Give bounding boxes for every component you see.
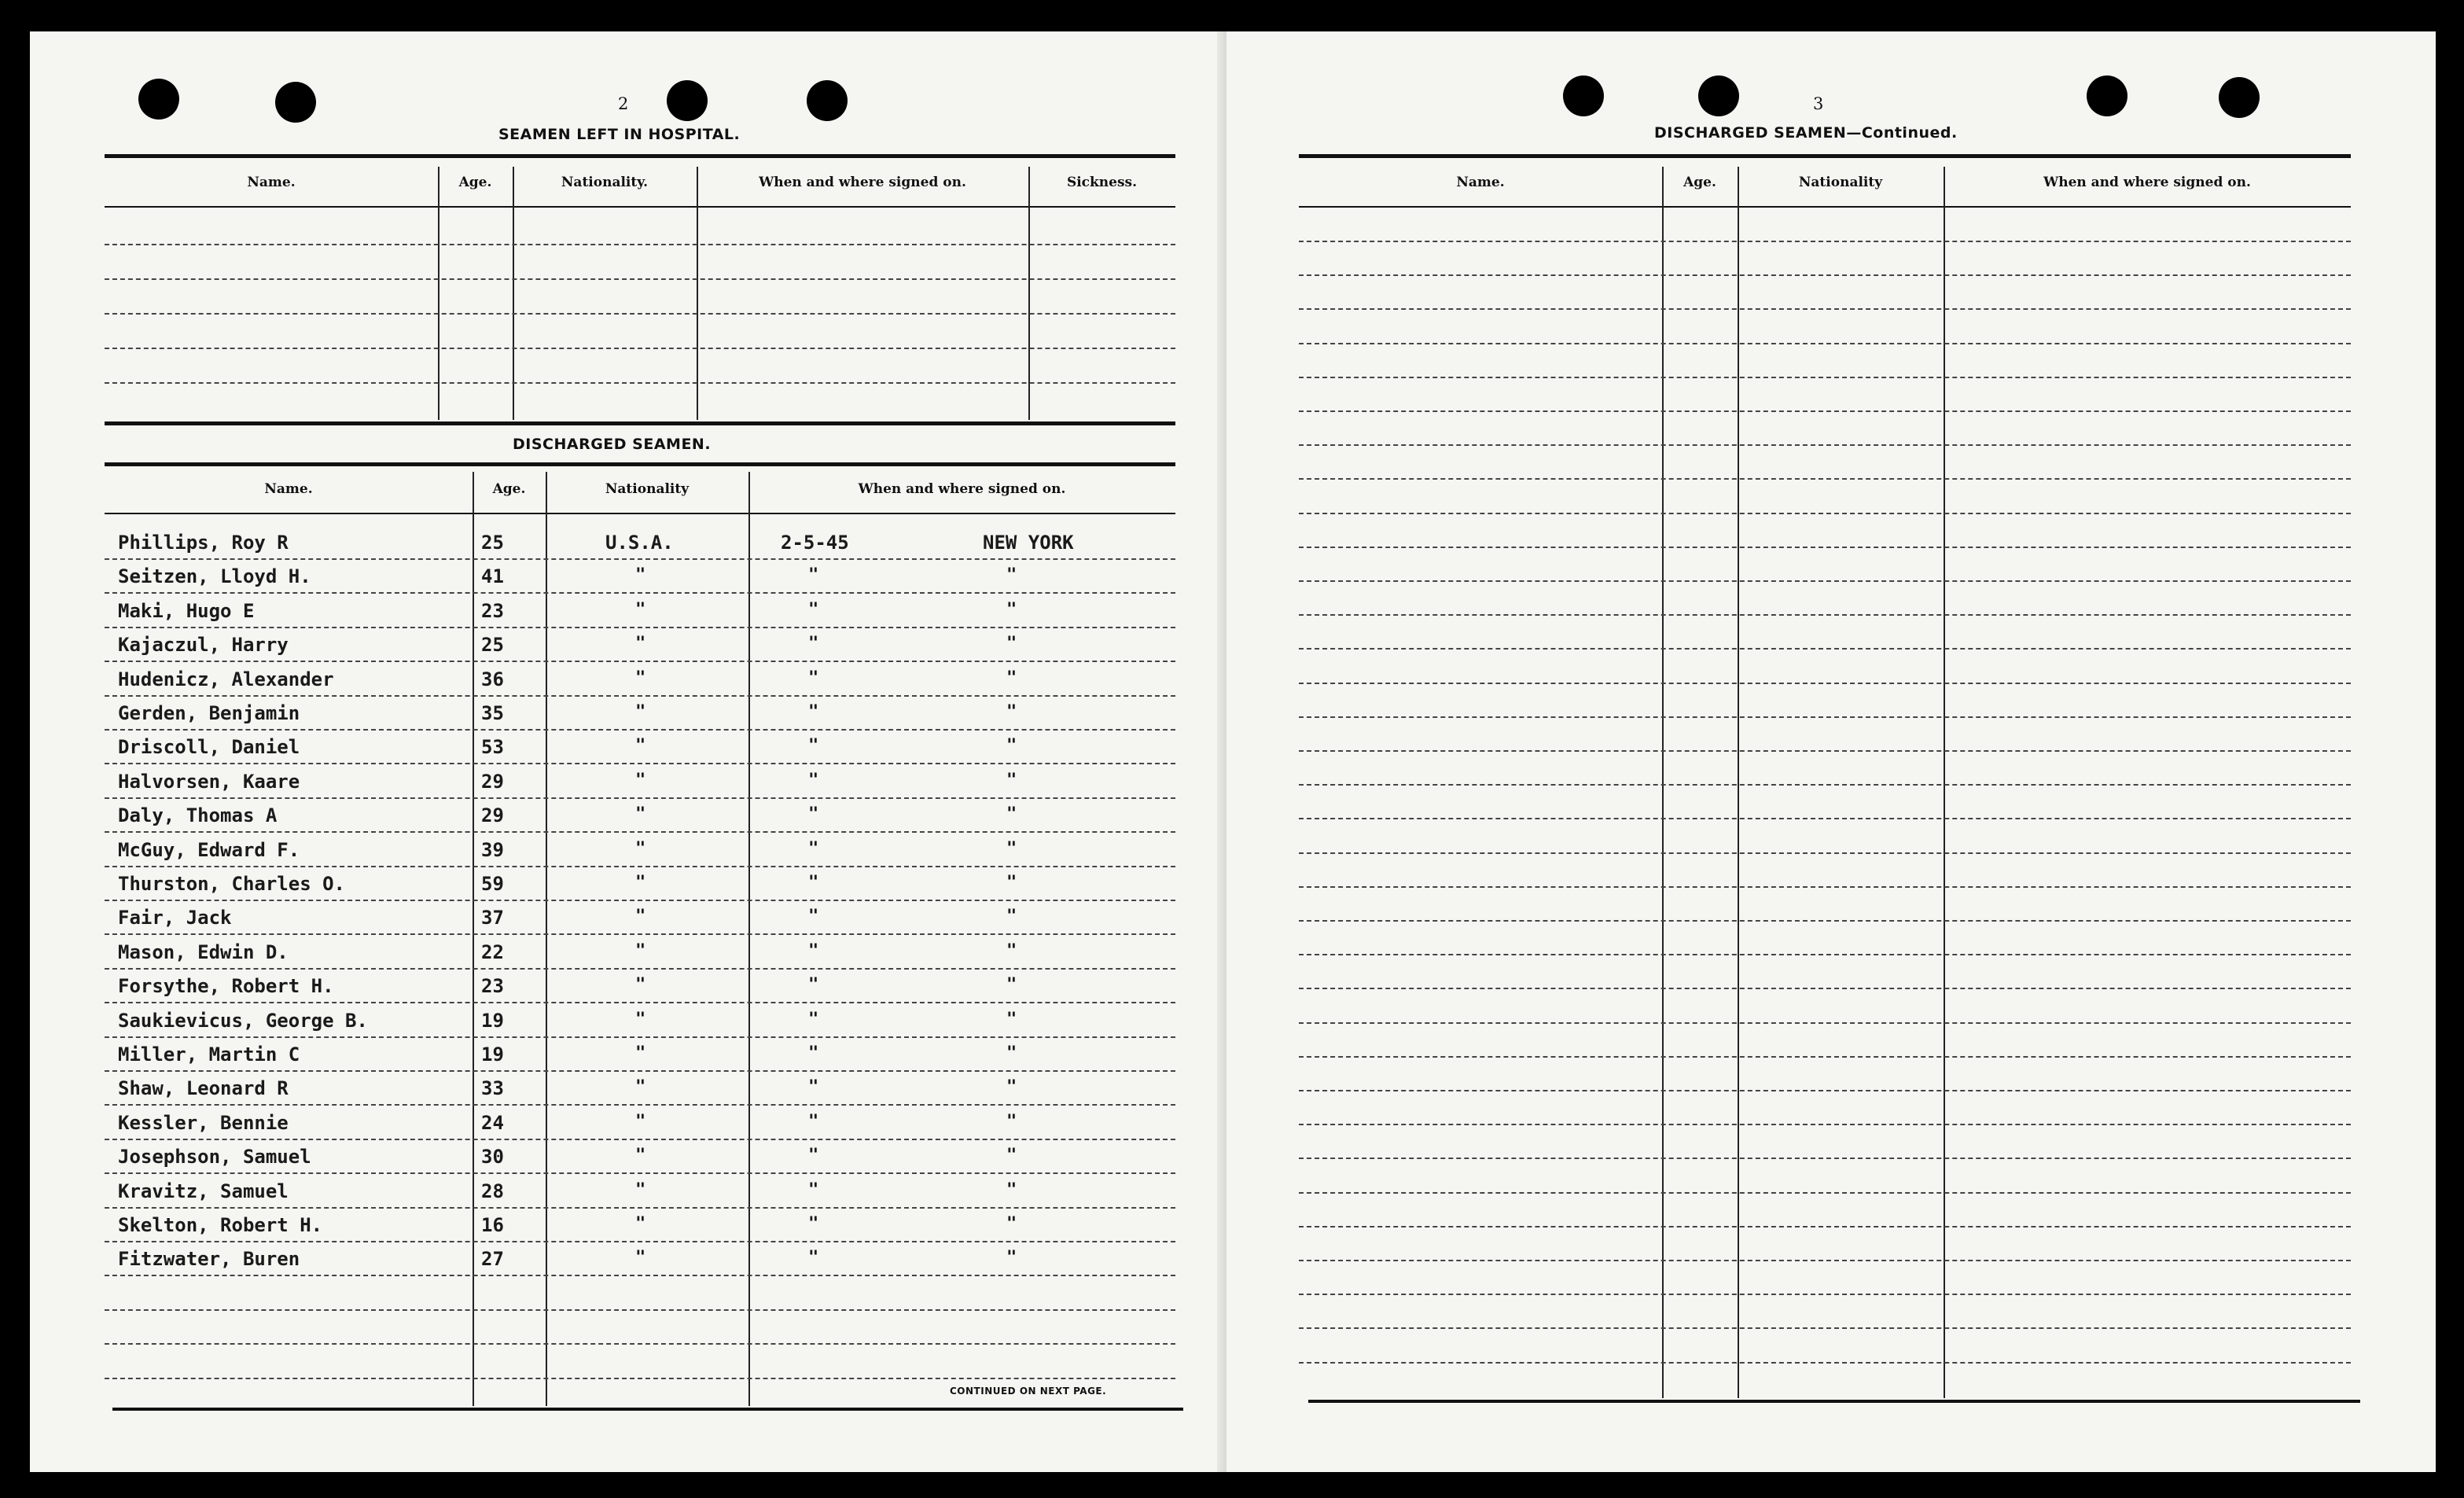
cell-name: Forsythe, Robert H. — [118, 975, 334, 998]
ruled-line — [105, 933, 1175, 935]
cell-place: " — [1006, 770, 1017, 790]
cell-date: " — [808, 599, 819, 620]
cell-name: Josephson, Samuel — [118, 1146, 311, 1169]
discharged-header-rule — [105, 513, 1175, 514]
cell-nationality: " — [635, 668, 646, 688]
cell-age: 28 — [481, 1180, 504, 1202]
cell-place: " — [1006, 1009, 1017, 1029]
ruled-line — [1299, 954, 2351, 955]
cell-name: Gerden, Benjamin — [118, 702, 300, 724]
discharged-col-name: Name. — [264, 481, 313, 497]
punch-hole — [807, 80, 848, 121]
ruled-line — [1299, 274, 2351, 276]
cell-nationality: " — [635, 907, 646, 927]
cell-age: 22 — [481, 940, 504, 963]
right-col-age: Age. — [1683, 175, 1716, 190]
ruled-line — [1299, 1327, 2351, 1329]
column-divider — [546, 472, 547, 1406]
cell-age: 37 — [481, 907, 504, 929]
ruled-line — [1299, 444, 2351, 446]
ruled-line — [1299, 547, 2351, 548]
ruled-line — [1299, 1260, 2351, 1261]
cell-date: " — [808, 702, 819, 722]
right-page — [1226, 31, 2436, 1472]
cell-date: " — [808, 907, 819, 927]
cell-place: " — [1006, 873, 1017, 893]
ruled-line — [1299, 580, 2351, 582]
ruled-line — [105, 278, 1175, 280]
ruled-line — [105, 627, 1175, 628]
right-col-name: Name. — [1456, 175, 1505, 190]
punch-hole — [138, 79, 179, 120]
hospital-bottom-rule — [105, 421, 1175, 425]
cell-nationality: " — [635, 770, 646, 790]
cell-date: " — [808, 804, 819, 825]
punch-hole — [667, 80, 708, 121]
ruled-line — [105, 313, 1175, 315]
ruled-line — [1299, 750, 2351, 752]
cell-nationality: " — [635, 1009, 646, 1029]
hospital-col-sickness: Sickness. — [1066, 175, 1138, 190]
ruled-line — [1299, 614, 2351, 616]
column-divider — [1662, 167, 1664, 1398]
left-page — [30, 31, 1226, 1472]
cell-age: 29 — [481, 770, 504, 793]
punch-hole — [275, 82, 316, 123]
cell-date: " — [808, 975, 819, 996]
cell-age: 24 — [481, 1111, 504, 1134]
cell-name: Hudenicz, Alexander — [118, 668, 334, 690]
cell-age: 19 — [481, 1043, 504, 1066]
cell-nationality: " — [635, 1077, 646, 1098]
ruled-line — [105, 1378, 1175, 1379]
ruled-line — [105, 382, 1175, 384]
ruled-line — [1299, 716, 2351, 718]
cell-age: 23 — [481, 599, 504, 622]
punch-hole — [1698, 75, 1739, 116]
ruled-line — [1299, 1226, 2351, 1227]
punch-hole — [2087, 75, 2127, 116]
continued-note: CONTINUED ON NEXT PAGE. — [950, 1386, 1107, 1397]
cell-name: Kajaczul, Harry — [118, 634, 289, 657]
discharged-section-title: DISCHARGED SEAMEN. — [513, 436, 712, 453]
right-col-signed-on: When and where signed on. — [2043, 175, 2251, 190]
ruled-line — [105, 831, 1175, 833]
cell-name: Saukievicus, George B. — [118, 1009, 368, 1032]
cell-age: 41 — [481, 565, 504, 588]
cell-place: " — [1006, 907, 1017, 927]
cell-age: 16 — [481, 1214, 504, 1236]
cell-name: Phillips, Roy R — [118, 532, 289, 554]
cell-place: " — [1006, 804, 1017, 825]
right-top-rule — [1299, 154, 2351, 158]
ruled-line — [1299, 1090, 2351, 1091]
hospital-col-age: Age. — [458, 175, 492, 190]
discharged-bottom-rule — [112, 1408, 1183, 1411]
ruled-line — [105, 558, 1175, 560]
cell-place: " — [1006, 1214, 1017, 1234]
cell-date: " — [808, 1248, 819, 1268]
cell-date: " — [808, 634, 819, 654]
ruled-line — [1299, 852, 2351, 854]
cell-nationality: " — [635, 940, 646, 961]
cell-nationality: " — [635, 804, 646, 825]
discharged-top-rule — [105, 462, 1175, 466]
cell-date: " — [808, 668, 819, 688]
cell-nationality: " — [635, 975, 646, 996]
cell-age: 59 — [481, 873, 504, 895]
ruled-line — [1299, 478, 2351, 480]
cell-date: " — [808, 770, 819, 790]
ruled-line — [1299, 683, 2351, 684]
ruled-line — [1299, 1056, 2351, 1058]
cell-date: " — [808, 873, 819, 893]
cell-date: " — [808, 1009, 819, 1029]
discharged-col-signed-on: When and where signed on. — [858, 481, 1066, 497]
cell-age: 19 — [481, 1009, 504, 1032]
ruled-line — [1299, 886, 2351, 888]
ruled-line — [105, 661, 1175, 662]
column-divider — [1738, 167, 1739, 1398]
cell-name: Seitzen, Lloyd H. — [118, 565, 311, 588]
ruled-line — [105, 244, 1175, 245]
ruled-line — [105, 1036, 1175, 1038]
ruled-line — [1299, 308, 2351, 310]
ruled-line — [1299, 920, 2351, 922]
cell-age: 33 — [481, 1077, 504, 1100]
ruled-line — [105, 1002, 1175, 1003]
column-divider — [1944, 167, 1945, 1398]
punch-hole — [2219, 77, 2260, 118]
cell-name: Daly, Thomas A — [118, 804, 278, 827]
hospital-col-signed-on: When and where signed on. — [759, 175, 966, 190]
ruled-line — [1299, 1022, 2351, 1024]
cell-name: Shaw, Leonard R — [118, 1077, 289, 1100]
cell-nationality: " — [635, 838, 646, 859]
cell-place: " — [1006, 838, 1017, 859]
hospital-top-rule — [105, 154, 1175, 158]
ruled-line — [1299, 1192, 2351, 1194]
ruled-line — [105, 695, 1175, 697]
punch-hole — [1563, 75, 1604, 116]
cell-age: 35 — [481, 702, 504, 724]
ruled-line — [105, 348, 1175, 349]
ruled-line — [105, 900, 1175, 901]
cell-nationality: " — [635, 702, 646, 722]
ruled-line — [105, 968, 1175, 970]
cell-name: Halvorsen, Kaare — [118, 770, 300, 793]
cell-nationality: " — [635, 1214, 646, 1234]
cell-nationality: " — [635, 736, 646, 756]
hospital-header-rule — [105, 206, 1175, 208]
right-col-nationality: Nationality — [1798, 175, 1883, 190]
cell-date: " — [808, 1043, 819, 1063]
cell-place: " — [1006, 1077, 1017, 1098]
right-bottom-rule — [1308, 1400, 2360, 1403]
ruled-line — [1299, 513, 2351, 514]
ruled-line — [105, 1343, 1175, 1345]
cell-place: " — [1006, 634, 1017, 654]
ruled-line — [105, 1070, 1175, 1072]
ruled-line — [105, 1207, 1175, 1209]
cell-name: McGuy, Edward F. — [118, 838, 300, 861]
ruled-line — [1299, 648, 2351, 650]
cell-place: " — [1006, 565, 1017, 586]
cell-nationality: U.S.A. — [605, 532, 674, 554]
ruled-line — [105, 797, 1175, 799]
cell-date: " — [808, 1180, 819, 1200]
cell-name: Skelton, Robert H. — [118, 1214, 323, 1236]
right-header-rule — [1299, 206, 2351, 208]
cell-name: Thurston, Charles O. — [118, 873, 345, 895]
cell-age: 25 — [481, 532, 504, 554]
cell-place: " — [1006, 1146, 1017, 1166]
cell-date: " — [808, 1214, 819, 1234]
cell-name: Fitzwater, Buren — [118, 1248, 300, 1271]
ruled-line — [105, 1309, 1175, 1311]
ruled-line — [1299, 988, 2351, 989]
cell-nationality: " — [635, 1248, 646, 1268]
cell-name: Fair, Jack — [118, 907, 232, 929]
cell-place: " — [1006, 668, 1017, 688]
discharged-col-age: Age. — [492, 481, 526, 497]
cell-place: " — [1006, 702, 1017, 722]
ruled-line — [105, 1139, 1175, 1140]
cell-nationality: " — [635, 1146, 646, 1166]
cell-name: Driscoll, Daniel — [118, 736, 300, 759]
cell-date: " — [808, 565, 819, 586]
ruled-line — [1299, 241, 2351, 242]
ruled-line — [1299, 1294, 2351, 1295]
cell-place: " — [1006, 940, 1017, 961]
cell-nationality: " — [635, 1180, 646, 1200]
cell-place: " — [1006, 599, 1017, 620]
cell-date: " — [808, 838, 819, 859]
ruled-line — [105, 1172, 1175, 1174]
cell-place: " — [1006, 1248, 1017, 1268]
cell-date: " — [808, 1077, 819, 1098]
page-number: 3 — [1813, 94, 1824, 113]
ruled-line — [105, 763, 1175, 764]
hospital-col-nationality: Nationality. — [561, 175, 649, 190]
ruled-line — [105, 729, 1175, 731]
hospital-col-name: Name. — [247, 175, 296, 190]
cell-age: 39 — [481, 838, 504, 861]
ruled-line — [1299, 1124, 2351, 1125]
cell-date: " — [808, 1111, 819, 1132]
cell-nationality: " — [635, 1111, 646, 1132]
column-divider — [748, 472, 750, 1406]
hospital-section-title: SEAMEN LEFT IN HOSPITAL. — [498, 126, 741, 143]
cell-name: Kravitz, Samuel — [118, 1180, 289, 1202]
cell-age: 36 — [481, 668, 504, 690]
cell-date: " — [808, 736, 819, 756]
cell-nationality: " — [635, 599, 646, 620]
cell-date: " — [808, 1146, 819, 1166]
cell-name: Maki, Hugo E — [118, 599, 255, 622]
ruled-line — [1299, 784, 2351, 786]
cell-nationality: " — [635, 634, 646, 654]
discharged-col-nationality: Nationality — [605, 481, 690, 497]
ruled-line — [105, 592, 1175, 594]
cell-age: 30 — [481, 1146, 504, 1169]
cell-nationality: " — [635, 1043, 646, 1063]
ruled-line — [105, 1241, 1175, 1242]
cell-date: " — [808, 940, 819, 961]
ruled-line — [1299, 1362, 2351, 1364]
cell-age: 23 — [481, 975, 504, 998]
ruled-line — [105, 1104, 1175, 1106]
cell-nationality: " — [635, 873, 646, 893]
right-section-title: DISCHARGED SEAMEN—Continued. — [1654, 124, 1958, 142]
ruled-line — [1299, 377, 2351, 378]
cell-place: " — [1006, 975, 1017, 996]
page-number: 2 — [618, 94, 629, 113]
cell-place: " — [1006, 1180, 1017, 1200]
cell-name: Mason, Edwin D. — [118, 940, 289, 963]
column-divider — [473, 472, 474, 1406]
ruled-line — [105, 1275, 1175, 1276]
cell-age: 25 — [481, 634, 504, 657]
ruled-line — [1299, 343, 2351, 344]
cell-name: Miller, Martin C — [118, 1043, 300, 1066]
cell-date: 2-5-45 — [781, 532, 849, 554]
cell-age: 53 — [481, 736, 504, 759]
cell-name: Kessler, Bennie — [118, 1111, 289, 1134]
cell-place: " — [1006, 1043, 1017, 1063]
cell-place: NEW YORK — [983, 532, 1074, 554]
ruled-line — [1299, 818, 2351, 819]
cell-age: 27 — [481, 1248, 504, 1271]
ruled-line — [105, 866, 1175, 867]
cell-nationality: " — [635, 565, 646, 586]
cell-age: 29 — [481, 804, 504, 827]
ruled-line — [1299, 410, 2351, 412]
ruled-line — [1299, 1158, 2351, 1159]
cell-place: " — [1006, 1111, 1017, 1132]
cell-place: " — [1006, 736, 1017, 756]
